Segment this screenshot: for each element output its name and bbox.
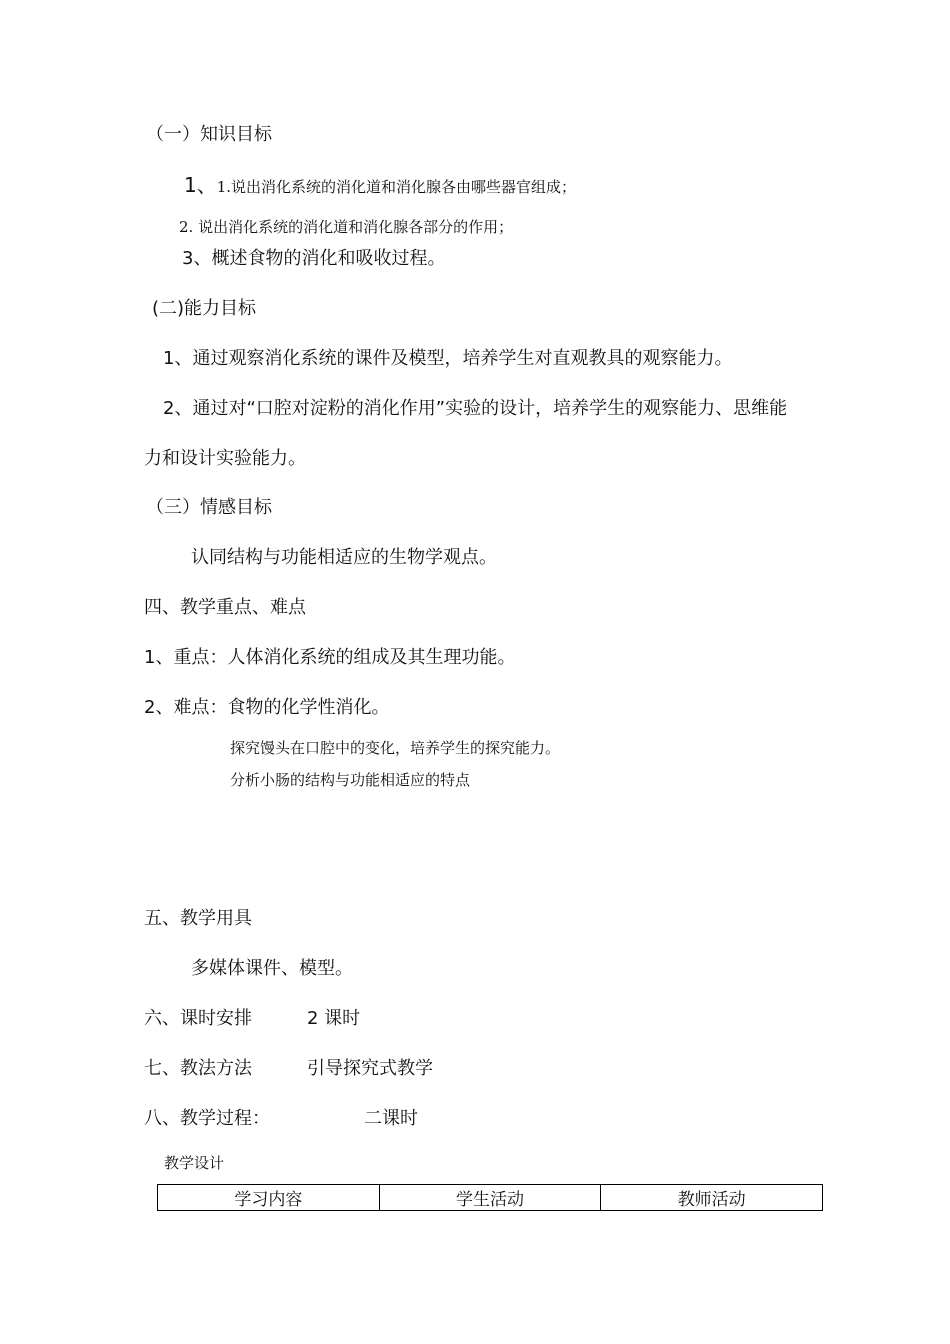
tools-heading: 五、教学用具 — [144, 908, 252, 929]
knowledge-item-1-text: 1.说出消化系统的消化道和消化腺各由哪些器官组成； — [216, 178, 577, 196]
design-table — [157, 1184, 823, 1211]
table-header-content: 学习内容 — [158, 1185, 380, 1211]
process-value: 二课时 — [364, 1108, 418, 1129]
process-label: 八、教学过程： — [144, 1108, 270, 1129]
knowledge-item-2: 2. 说出消化系统的消化道和消化腺各部分的作用； — [179, 218, 514, 236]
knowledge-item-1 — [184, 173, 576, 199]
emotion-heading: （三）情感目标 — [146, 497, 272, 518]
ability-item-1: 1、通过观察消化系统的课件及模型，培养学生对直观教具的观察能力。 — [163, 348, 733, 369]
table-header-teacher: 教师活动 — [601, 1185, 823, 1211]
knowledge-item-1-number: 1、 — [184, 173, 217, 197]
key-point: 1、重点：人体消化系统的组成及其生理功能。 — [144, 647, 516, 668]
difficulty-sub-1: 探究馒头在口腔中的变化，培养学生的探究能力。 — [230, 739, 561, 757]
table-header-row — [158, 1185, 823, 1211]
difficulty-sub-2: 分析小肠的结构与功能相适应的特点 — [230, 771, 471, 789]
design-caption: 教学设计 — [164, 1154, 225, 1172]
emotion-item: 认同结构与功能相适应的生物学观点。 — [191, 547, 497, 568]
ability-item-2-line-1: 2、通过对“口腔对淀粉的消化作用”实验的设计，培养学生的观察能力、思维能 — [163, 398, 788, 419]
ability-item-2-line-2: 力和设计实验能力。 — [144, 448, 306, 469]
key-points-heading: 四、教学重点、难点 — [144, 597, 306, 618]
knowledge-item-3: 3、概述食物的消化和吸收过程。 — [182, 248, 446, 269]
ability-heading: (二)能力目标 — [152, 298, 257, 319]
tools-item: 多媒体课件、模型。 — [191, 958, 353, 979]
schedule-label: 六、课时安排 — [144, 1008, 252, 1029]
knowledge-heading: （一）知识目标 — [146, 124, 272, 145]
difficulty-point: 2、难点：食物的化学性消化。 — [144, 697, 390, 718]
schedule-value: 2 课时 — [307, 1008, 361, 1029]
method-value: 引导探究式教学 — [307, 1058, 433, 1079]
table-header-student: 学生活动 — [379, 1185, 601, 1211]
method-label: 七、教法方法 — [144, 1058, 252, 1079]
